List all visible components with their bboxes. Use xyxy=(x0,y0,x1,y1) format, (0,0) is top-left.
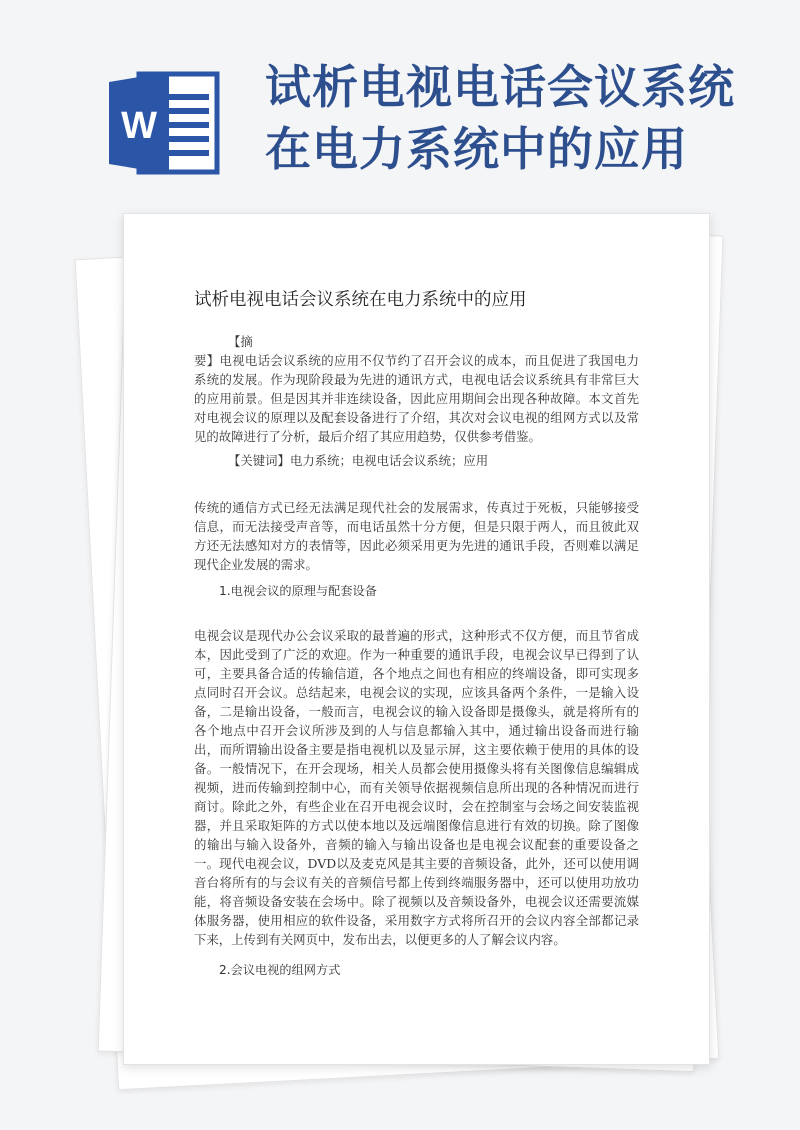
section1-heading: 1.电视会议的原理与配套设备 xyxy=(219,584,377,598)
intro-paragraph: 传统的通信方式已经无法满足现代社会的发展需求，传真过于死板，只能够接受信息，而无法接受声音等，而电话虽然十分方便，但是只限于两人，而且彼此双方还无法感知对方的表情等，因此必须采用更为先进的通讯手段，否则难以满足现代企业发展的需求。 xyxy=(194,500,639,572)
section1-body: 电视会议是现代办公会议采取的最普遍的形式，这种形式不仅方便，而且节省成本，因此受到了广泛的欢迎。作为一种重要的通讯手段，电视会议早已得到了认可，主要具备合适的传输信道，各个地点之间也有相应的终端设备，即可实现多点同时召开会议。总结起来，电视会议的实现，应该具备两个条件，一是输入设备，二是输出设备，一般而言，电视会议的输入设备即是摄像头，就是将所有的各个地点中召开会议所涉及到的人与信息都输入其中，通过输出设备而进行输出，而所谓输出设备主要是指电视机以及显示屏，这主要依赖于使用的具体的设备。一般情况下，在开会现场，相关人员都会使用摄像头将有关图像信息编辑成视频，进而传输到控制中心，而有关领导依据视频信息所出现的各种情况而进行商讨。除此之外，有些企业在召开电视会议时，会在控制室与会场之间安装监视器，并且采取矩阵的方式以使本地以及远端图像信息进行有效的切换。除了图像的输出与输入设备外，音频的输入与输出设备也是电视会议配套的重要设备之一。现代电视会议，DVD以及麦克风是其主要的音频设备，此外，还可以使用调音台将所有的与会议有关的音频信号都上传到终端服务器中，还可以使用功放功能，将音频设备安装在会场中。除了视频以及音频设备外，电视会议还需要流媒体服务器，使用相应的软件设备，采用数字方式将所召开的会议内容全部都记录下来，上传到有关网页中，发布出去，以便更多的人了解会议内容。 xyxy=(194,628,639,947)
svg-text:W: W xyxy=(121,105,157,147)
header-title-line2: 在电力系统中的应用 xyxy=(265,122,688,176)
abstract-text: 要】电视电话会议系统的应用不仅节约了召开会议的成本，而且促进了我国电力系统的发展。作为现阶段最为先进的通讯方式，电视电话会议系统具有非常巨大的应用前景。但是因其并非连续设备，因此应用期间会出现各种故障。本文首先对电视会议的原理以及配套设备进行了介绍，其次对会议电视的组网方式以及常见的故障进行了分析，最后介绍了其应用趋势，仅供参考借鉴。 xyxy=(194,353,639,444)
document-page xyxy=(123,213,710,1065)
header-title-line1: 试析电视电话会议系统 xyxy=(265,60,735,114)
word-document-icon xyxy=(109,68,221,178)
keywords: 【关键词】电力系统；电视电话会议系统；应用 xyxy=(228,453,489,468)
document-title: 试析电视电话会议系统在电力系统中的应用 xyxy=(194,290,527,310)
section2-heading: 2.会议电视的组网方式 xyxy=(219,963,341,977)
abstract-label: 【摘 xyxy=(228,334,253,349)
header-title xyxy=(265,56,785,180)
